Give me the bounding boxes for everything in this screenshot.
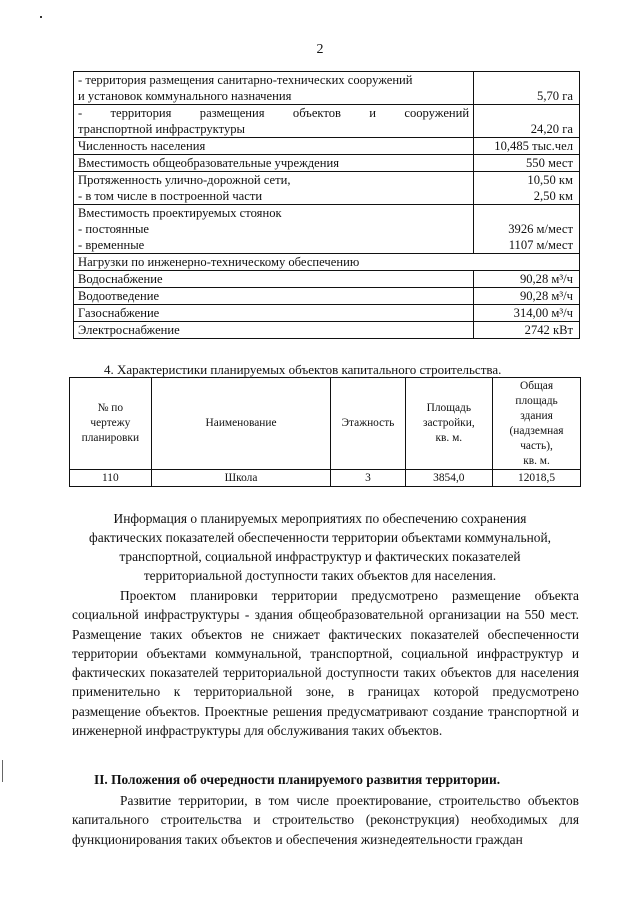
indicator-value: 314,00 м³/ч	[474, 305, 580, 322]
indicator-value: 10,485 тыс.чел	[474, 138, 580, 155]
text-line: Наименование	[205, 417, 277, 429]
indicator-value: 5,70 га	[474, 72, 580, 105]
capital-objects-table	[69, 377, 581, 487]
indicator-label	[74, 271, 474, 288]
text-line: здания	[520, 409, 553, 422]
table-cell: 110	[70, 470, 152, 487]
page-number: 2	[316, 42, 324, 57]
text-line: Нагрузки по инженерно-техническому обеспечению	[78, 255, 360, 269]
text-line: планировки	[81, 432, 140, 444]
paragraph-development: Развитие территории, в том числе проектирование, строительство объектов капитального строительства и строительство (реконструкция) необходимых для функционирования таких объектов и обеспечения жизнедеятельности граждан	[72, 793, 579, 847]
indicator-label	[74, 172, 474, 205]
indicator-row	[74, 288, 580, 305]
indicator-row	[74, 172, 580, 205]
text-line: транспортной, социальной инфраструктур и фактических показателей	[119, 549, 521, 564]
text-line: Общая	[519, 379, 554, 392]
indicator-row	[74, 305, 580, 322]
indicator-value	[474, 205, 580, 254]
info-heading	[60, 509, 580, 585]
text-line: 2,50 км	[533, 189, 573, 203]
text-line	[478, 205, 573, 221]
text-line: Электроснабжение	[78, 323, 180, 337]
column-header	[493, 378, 581, 470]
indicator-value: 550 мест	[474, 155, 580, 172]
text-line: Вместимость общеобразовательные учреждения	[78, 156, 340, 170]
text-line: фактических показателей обеспеченности территории объектами коммунальной,	[89, 530, 551, 545]
indicator-label	[74, 105, 474, 138]
text-line: 3926 м/мест	[508, 222, 573, 236]
section-2-title: II. Положения об очередности планируемого развития территории.	[94, 772, 501, 787]
text-line: Водоотведение	[78, 289, 160, 303]
indicator-label	[74, 138, 474, 155]
text-line: Вместимость проектируемых стоянок	[78, 206, 282, 220]
indicator-row	[74, 138, 580, 155]
text-line: Информация о планируемых мероприятиях по обеспечению сохранения	[113, 511, 527, 526]
text-line: - территория размещения санитарно-технических сооружений	[78, 73, 413, 87]
indicator-row	[74, 72, 580, 105]
text-line: и установок коммунального назначения	[78, 89, 292, 103]
indicator-value: 24,20 га	[474, 105, 580, 138]
indicator-label	[74, 205, 474, 254]
text-line: - временные	[78, 238, 145, 252]
indicator-row	[74, 155, 580, 172]
indicator-value	[474, 172, 580, 205]
text-line: Протяженность улично-дорожной сети,	[78, 173, 291, 187]
text-line: застройки,	[422, 417, 475, 429]
table-cell: Школа	[151, 470, 331, 487]
paragraph-social-infrastructure: Проектом планировки территории предусмотрено размещение объекта социальной инфраструктуры - здания общеобразовательной организации на 550 мест. Размещение таких объектов не снижает фактических показателей обеспеченности территории объектами коммунальной, транспортной, социальной инфраструктур и фактических показателей территориальной доступности таких объектов для населения применительно к территориальной зоне, в границах которой предусмотрено размещение объектов. Проектные решения предусматривают создание транспортной и инженерной инфраструктуры для обслуживания таких объектов.	[72, 588, 579, 739]
table-cell: 3854,0	[405, 470, 493, 487]
text-line: территориальной доступности таких объектов для населения.	[143, 568, 497, 583]
text-line: - территория размещения объектов и сооружений	[78, 106, 470, 120]
indicator-label	[74, 155, 474, 172]
text-line: (надземная	[509, 424, 564, 437]
indicator-label	[74, 322, 474, 339]
indicator-row	[74, 205, 580, 254]
text-line: площадь	[515, 394, 558, 407]
text-line: № по	[97, 402, 124, 414]
table-cell: 12018,5	[493, 470, 581, 487]
indicator-label	[74, 305, 474, 322]
column-header	[405, 378, 493, 470]
indicator-label	[74, 288, 474, 305]
indicator-row	[74, 254, 580, 271]
column-header	[331, 378, 405, 470]
indicator-row	[74, 322, 580, 339]
text-line: часть),	[520, 439, 553, 452]
column-header	[70, 378, 152, 470]
text-line: кв. м.	[523, 454, 550, 467]
text-line: - в том числе в построенной части	[78, 189, 263, 203]
text-line: Численность населения	[78, 139, 206, 153]
section-4-caption: 4. Характеристики планируемых объектов капитального строительства.	[104, 362, 502, 377]
indicator-value: 2742 кВт	[474, 322, 580, 339]
text-line: чертежу	[90, 417, 131, 429]
indicators-table	[73, 71, 580, 339]
text-line: Этажность	[341, 417, 395, 429]
indicator-row	[74, 271, 580, 288]
indicator-row	[74, 105, 580, 138]
indicator-label	[74, 72, 474, 105]
text-line: Водоснабжение	[78, 272, 163, 286]
text-line: 10,50 км	[527, 173, 573, 187]
table-row	[70, 470, 581, 487]
scan-dot	[40, 16, 42, 18]
text-line: - постоянные	[78, 222, 149, 236]
column-header	[151, 378, 331, 470]
indicator-value: 90,28 м³/ч	[474, 271, 580, 288]
table-cell: 3	[331, 470, 405, 487]
text-line: Площадь	[426, 402, 472, 414]
text-line: кв. м.	[435, 432, 463, 444]
text-line: Газоснабжение	[78, 306, 160, 320]
text-line: транспортной инфраструктуры	[78, 122, 246, 136]
text-line: 1107 м/мест	[508, 238, 573, 252]
indicator-label	[74, 254, 580, 271]
indicator-value: 90,28 м³/ч	[474, 288, 580, 305]
scan-mark	[2, 760, 3, 782]
